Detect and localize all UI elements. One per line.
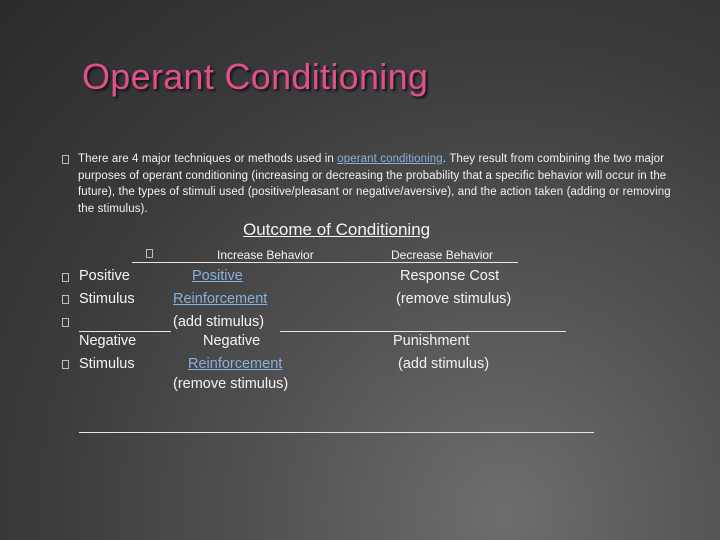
row-label-negative: Negative: [79, 333, 137, 349]
slide-title: Operant Conditioning: [82, 56, 429, 97]
negative-reinforcement-link[interactable]: Reinforcement: [188, 356, 283, 372]
negative-reinforcement-label: Negative: [203, 333, 261, 349]
punishment-label: Punishment: [393, 333, 470, 349]
punishment-action: (add stimulus): [398, 356, 490, 372]
row-label-positive: Positive: [79, 268, 130, 284]
row-label-stimulus: Stimulus: [79, 356, 135, 372]
response-cost-label: Response Cost: [400, 268, 500, 284]
bullet-icon: [62, 273, 69, 282]
header-underline-left: [132, 262, 188, 263]
positive-reinforcement-action: (add stimulus): [173, 314, 265, 330]
table-bottom-rule: [79, 432, 594, 433]
row-label-stimulus: Stimulus: [79, 291, 135, 307]
intro-text-after: . They result from combining the two major purposes of operant conditioning (increasing or decreasing the probability that a specific behavior will occur in the future), the types of stimuli used (positive/pleasant or negative/aversive), and the action taken (adding or removing the stimulus).: [78, 153, 671, 215]
row-divider-left: [79, 331, 171, 332]
bullet-icon: [62, 318, 69, 327]
bullet-icon: [146, 249, 153, 258]
bullet-icon: [62, 360, 69, 369]
bullet-icon: [62, 155, 69, 164]
operant-conditioning-link[interactable]: operant conditioning: [337, 153, 443, 165]
column-header-decrease: Decrease Behavior: [391, 248, 494, 262]
response-cost-action: (remove stimulus): [396, 291, 512, 307]
negative-reinforcement-action: (remove stimulus): [173, 376, 289, 392]
intro-text-before: There are 4 major techniques or methods used in: [78, 153, 338, 165]
header-underline: [188, 262, 518, 263]
positive-reinforcement-link-line2[interactable]: Reinforcement: [173, 291, 268, 307]
column-header-increase: Increase Behavior: [217, 248, 314, 262]
table-heading: Outcome of Conditioning: [243, 220, 431, 239]
bullet-icon: [62, 295, 69, 304]
intro-paragraph: [78, 151, 678, 217]
positive-reinforcement-link-line1[interactable]: Positive: [192, 268, 243, 284]
row-divider-right: [280, 331, 566, 332]
